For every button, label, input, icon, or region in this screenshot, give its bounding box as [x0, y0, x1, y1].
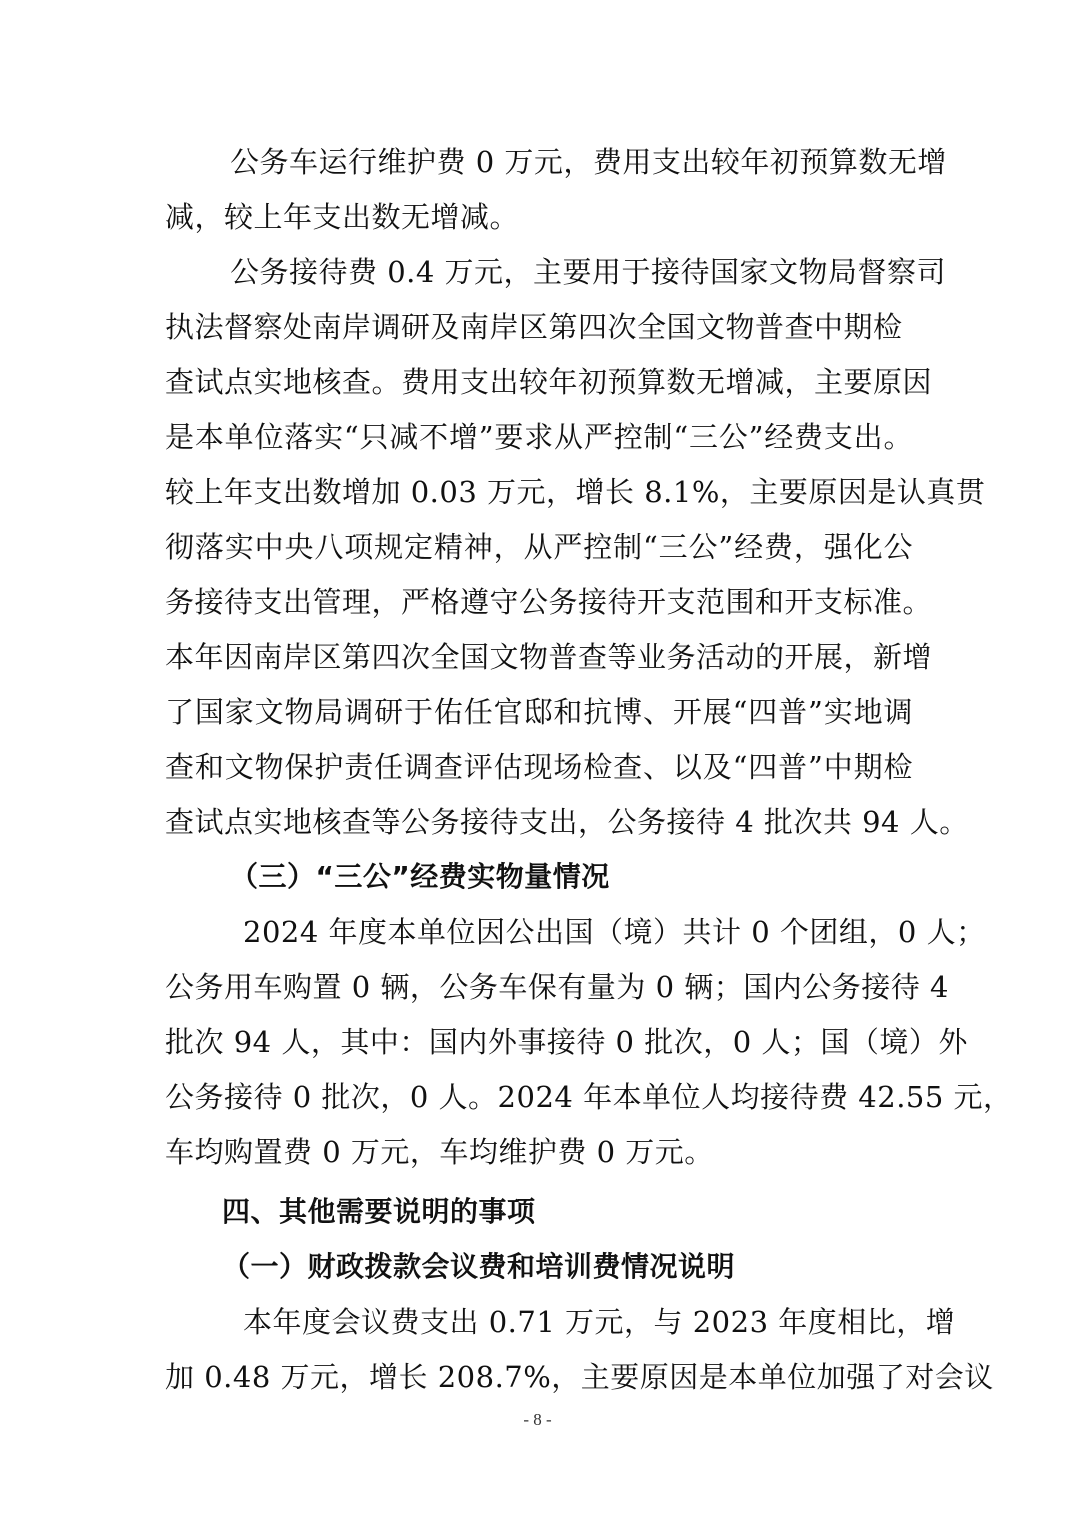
section-heading: 四、其他需要说明的事项	[222, 1195, 536, 1228]
paragraph-line: 查试点实地核查等公务接待支出，公务接待 4 批次共 94 人。	[165, 805, 969, 839]
paragraph-line: 公务接待费 0.4 万元，主要用于接待国家文物局督察司	[230, 255, 947, 289]
paragraph-line: 车均购置费 0 万元，车均维护费 0 万元。	[165, 1135, 714, 1169]
subheading: （一）财政拨款会议费和培训费情况说明	[222, 1250, 736, 1283]
paragraph-line: 公务用车购置 0 辆，公务车保有量为 0 辆；国内公务接待 4	[165, 970, 949, 1004]
paragraph-line: 是本单位落实“只减不增”要求从严控制“三公”经费支出。	[165, 420, 913, 454]
paragraph-line: 查和文物保护责任调查评估现场检查、以及“四普”中期检	[165, 750, 913, 784]
paragraph-line: 2024 年度本单位因公出国（境）共计 0 个团组，0 人；	[243, 915, 986, 949]
paragraph-line: 查试点实地核查。费用支出较年初预算数无增减，主要原因	[165, 365, 933, 399]
paragraph-line: 加 0.48 万元，增长 208.7%，主要原因是本单位加强了对会议	[165, 1360, 994, 1394]
paragraph-line: 批次 94 人，其中：国内外事接待 0 批次，0 人；国（境）外	[165, 1025, 968, 1059]
paragraph-line: 了国家文物局调研于佑任官邸和抗博、开展“四普”实地调	[165, 695, 913, 729]
paragraph-line: 务接待支出管理，严格遵守公务接待开支范围和开支标准。	[165, 585, 933, 619]
paragraph-line: 彻落实中央八项规定精神，从严控制“三公”经费，强化公	[165, 530, 913, 564]
paragraph-line: 公务接待 0 批次，0 人。2024 年本单位人均接待费 42.55 元，	[165, 1080, 1013, 1114]
paragraph-line: 减，较上年支出数无增减。	[165, 200, 520, 234]
page-number: - 8 -	[523, 1410, 552, 1429]
paragraph-line: 公务车运行维护费 0 万元，费用支出较年初预算数无增	[230, 145, 947, 179]
paragraph-line: 执法督察处南岸调研及南岸区第四次全国文物普查中期检	[165, 310, 903, 344]
paragraph-line: 本年因南岸区第四次全国文物普查等业务活动的开展，新增	[165, 640, 933, 674]
paragraph-line: 较上年支出数增加 0.03 万元，增长 8.1%，主要原因是认真贯	[165, 475, 986, 509]
subheading: （三）“三公”经费实物量情况	[230, 860, 610, 893]
paragraph-line: 本年度会议费支出 0.71 万元，与 2023 年度相比，增	[243, 1305, 956, 1339]
